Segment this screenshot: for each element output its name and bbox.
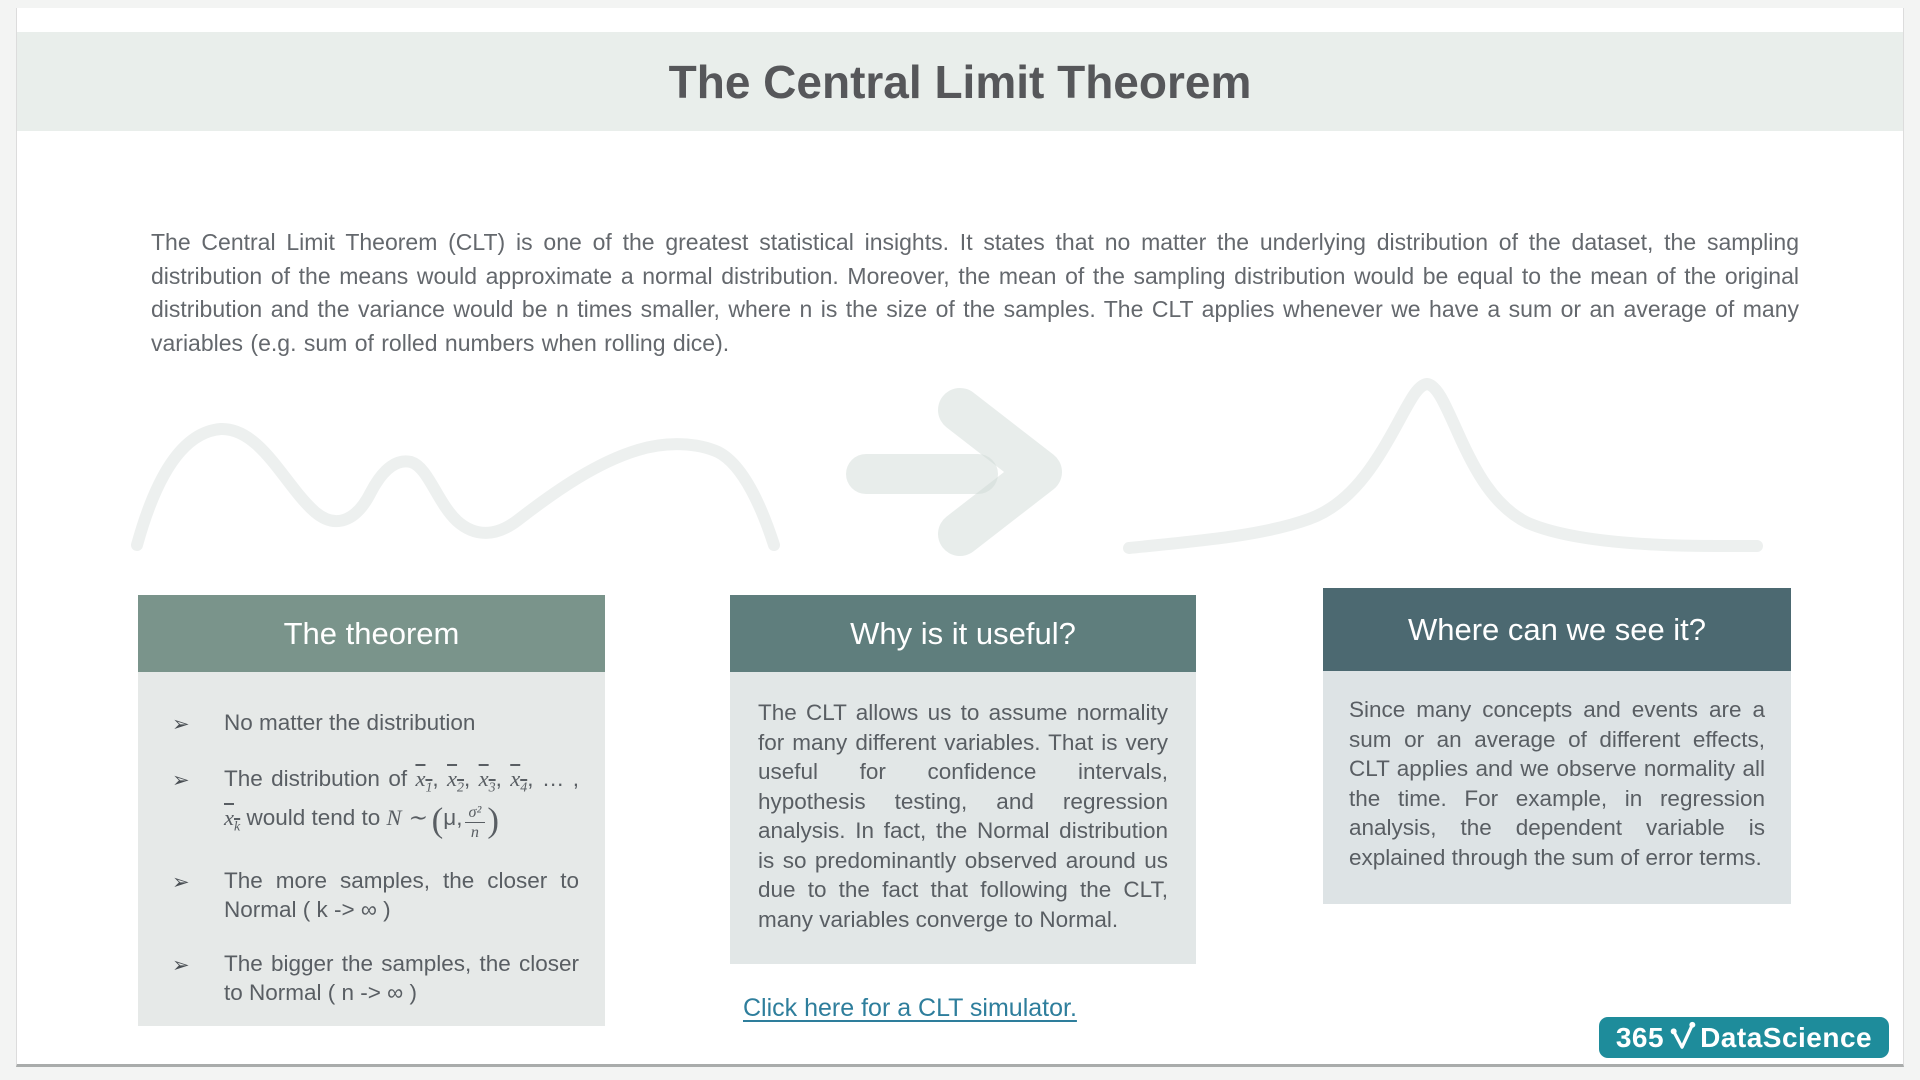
card-useful-body: The CLT allows us to assume normality for many different variables. That is very useful for confidence intervals, hypothesis testing, and regression analysis. In fact, the Normal distribution is so predominantly observed around us due to the fact that following the CLT, many variables converge to Normal. — [730, 672, 1196, 964]
transform-arrow-icon — [846, 410, 1040, 534]
slide-page — [16, 8, 1904, 1067]
list-item — [172, 949, 579, 1008]
random-distribution-curve-icon — [137, 429, 774, 545]
card-theorem — [138, 595, 605, 1026]
arrowhead-bullet-icon: ➢ — [172, 713, 190, 736]
bullet-text: No matter the distribution — [224, 710, 476, 735]
card-useful — [730, 595, 1196, 964]
card-where — [1323, 588, 1791, 904]
normal-distribution-curve-icon — [1129, 384, 1757, 548]
logo-prefix: 365 — [1615, 1021, 1665, 1053]
365datascience-logo — [1599, 1017, 1889, 1058]
list-item — [172, 866, 579, 925]
check-molecule-icon — [1669, 1020, 1697, 1052]
card-theorem-header — [138, 595, 605, 672]
list-item — [172, 764, 579, 842]
intro-paragraph: The Central Limit Theorem (CLT) is one of the greatest statistical insights. It states that no matter the underlying distribution of the dataset, the sampling distribution of the means would approximate a normal distribution. Moreover, the mean of the sampling distribution would be equal to the mean of the original distribution and the variance would be n times smaller, where n is the size of the samples. The CLT applies whenever we have a sum or an average of many variables (e.g. sum of rolled numbers when rolling dice). — [151, 229, 1799, 356]
list-item — [172, 708, 579, 740]
arrowhead-bullet-icon: ➢ — [172, 870, 190, 894]
bullet-text: The more samples, the closer to Normal ( k -> ∞ ) — [224, 867, 579, 922]
title-band — [17, 32, 1903, 131]
clt-simulator-link[interactable]: Click here for a CLT simulator. — [743, 994, 1077, 1022]
card-useful-header — [730, 595, 1196, 672]
arrowhead-bullet-icon: ➢ — [172, 953, 190, 977]
card-theorem-body — [138, 672, 605, 1026]
logo-suffix: DataScience — [1700, 1021, 1873, 1053]
card-where-header — [1323, 588, 1791, 671]
card-where-body: Since many concepts and events are a sum or an average of different effects, CLT applies and we observe normality all the time. For example, in regression analysis, the dependent variable is explained through the sum of error terms. — [1323, 671, 1791, 904]
arrowhead-bullet-icon: ➢ — [172, 768, 190, 792]
card-where-title: Where can we see it? — [1407, 611, 1707, 647]
card-theorem-title: The theorem — [283, 615, 460, 651]
card-useful-title: Why is it useful? — [850, 615, 1076, 651]
bullet-text-math: The distribution of $x_1$, $x_2$, $x_3$, $x_4$, … , $x_k$ would tend to N ∼ (μ, $\frac{\text{σ²}}{n}$ ) — [224, 765, 579, 841]
bullet-text: The bigger the samples, the closer to Normal ( n -> ∞ ) — [224, 950, 579, 1005]
page-title: The Central Limit Theorem — [668, 55, 1252, 108]
